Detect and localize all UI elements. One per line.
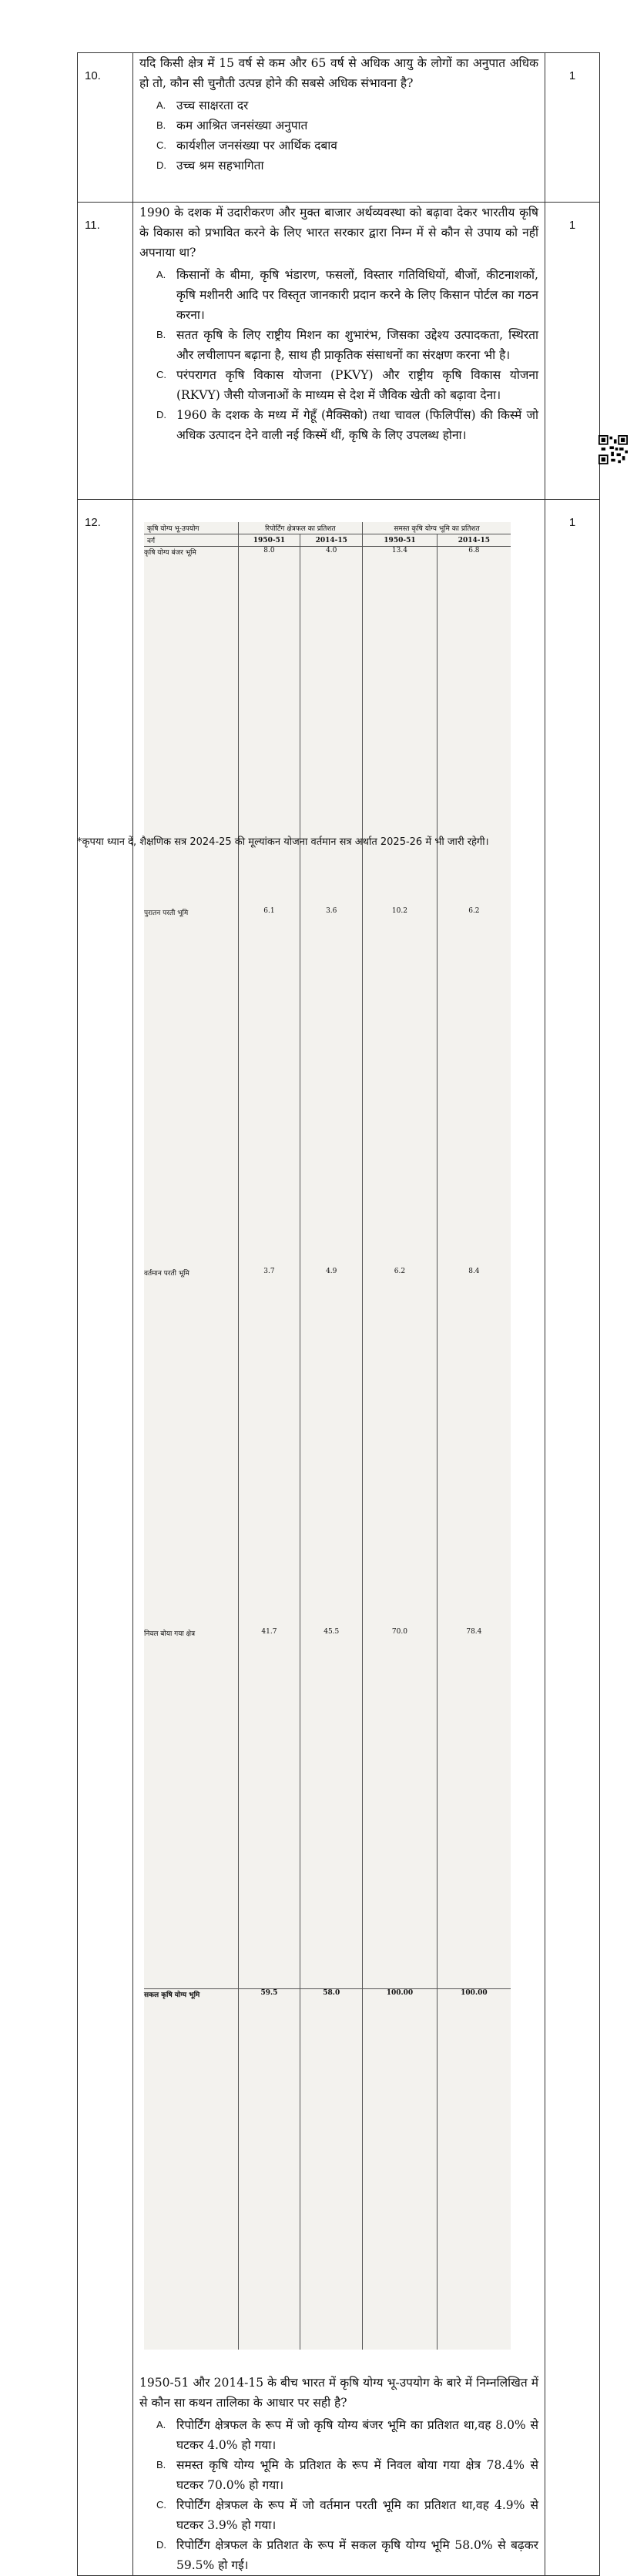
cell: 8.0: [238, 547, 300, 908]
cell: 78.4: [437, 1628, 511, 1989]
land-table-group2: समस्त कृषि योग्य भूमि का प्रतिशत: [363, 522, 511, 534]
year: 2014-15: [300, 534, 363, 547]
option: [139, 2455, 538, 2495]
cell: 100.00: [363, 1989, 438, 2350]
question-row: [78, 53, 600, 203]
option-label: A.: [156, 99, 166, 111]
question-text: 1950-51 और 2014-15 के बीच भारत में कृषि योग्य भू-उपयोग के बारे में निम्नलिखित में से कौन सा कथन तालिका के आधार पर सही है?: [139, 2376, 538, 2410]
land-table-year-label: वर्ग: [144, 534, 238, 547]
option: [139, 136, 538, 156]
cell: 3.6: [300, 907, 363, 1268]
option-label: B.: [156, 329, 166, 340]
question-body: [133, 53, 545, 203]
option: [139, 156, 538, 176]
land-table-row: [144, 907, 511, 1268]
row-label: पुरातन परती भूमि: [144, 909, 189, 917]
land-table-header: [144, 522, 511, 534]
year: 1950-51: [363, 534, 438, 547]
options-list: [139, 95, 538, 176]
land-table-years: [144, 534, 511, 547]
cell: 100.00: [437, 1989, 511, 2350]
row-label: कृषि योग्य बंजर भूमि: [144, 549, 196, 557]
option-text: किसानों के बीमा, कृषि भंडारण, फसलों, विस्तार गतिविधियों, बीजों, कीटनाशकों, कृषि मशीनरी आदि पर विस्तृत जानकारी प्रदान करने के लिए किसान पोर्टल का गठन करना।: [176, 268, 538, 322]
option-label: C.: [156, 139, 166, 151]
cell: 58.0: [300, 1989, 363, 2350]
option-text: कार्यशील जनसंख्या पर आर्थिक दबाव: [176, 139, 337, 152]
cell: 6.2: [437, 907, 511, 1268]
option-label: B.: [156, 2459, 166, 2470]
option-text: 1960 के दशक के मध्य में गेहूँ (मैक्सिको) तथा चावल (फिलिपींस) की किस्में जो अधिक उत्पादन देने वाली नई किस्में थीं, कृषि के लिए उपलब्ध होना।: [176, 408, 538, 442]
cell: 70.0: [363, 1628, 438, 1989]
option: [139, 365, 538, 405]
option-text: उच्च साक्षरता दर: [176, 99, 249, 112]
question-text: यदि किसी क्षेत्र में 15 वर्ष से कम और 65 वर्ष से अधिक आयु के लोगों का अनुपात अधिक हो तो, कौन सी चुनौती उत्पन्न होने की सबसे अधिक संभावना है?: [139, 56, 538, 90]
row-label: निवल बोया गया क्षेत्र: [144, 1630, 196, 1638]
option: [139, 265, 538, 325]
cell: 41.7: [238, 1628, 300, 1989]
year: 2014-15: [437, 534, 511, 547]
options-list: [139, 2415, 538, 2575]
option-label: C.: [156, 2499, 166, 2511]
question-number: 12.: [78, 500, 133, 2576]
option-label: D.: [156, 2539, 166, 2551]
question-row: [78, 203, 600, 500]
options-list: [139, 265, 538, 445]
option-text: सतत कृषि के लिए राष्ट्रीय मिशन का शुभारंभ, जिसका उद्देश्य उत्पादकता, स्थिरता और लचीलापन बढ़ाना है, साथ ही प्राकृतिक संसाधनों का संरक्षण करना भी है।: [176, 328, 538, 362]
option-label: A.: [156, 269, 166, 280]
land-table-row: [144, 1628, 511, 1989]
questions-table: [77, 52, 600, 2576]
option-label: A.: [156, 2419, 166, 2430]
question-marks: 1: [545, 203, 600, 500]
option-text: कम आश्रित जनसंख्या अनुपात: [176, 119, 308, 132]
option-text: रिपोर्टिंग क्षेत्रफल के रूप में जो वर्तमान परती भूमि का प्रतिशत था,वह 4.9% से घटकर 3.9% हो गया।: [176, 2498, 538, 2532]
question-marks: 1: [545, 500, 600, 2576]
cell: 4.0: [300, 547, 363, 908]
question-row: [78, 500, 600, 2576]
option-text: समस्त कृषि योग्य भूमि के प्रतिशत के रूप में निवल बोया गया क्षेत्र 78.4% से घटकर 70.0% हो गया।: [176, 2458, 538, 2492]
cell: 8.4: [437, 1268, 511, 1628]
cell: 3.7: [238, 1268, 300, 1628]
option: [139, 2535, 538, 2575]
cell: 6.1: [238, 907, 300, 1268]
footer-note: *कृपया ध्यान दें, शैक्षणिक सत्र 2024-25 की मूल्यांकन योजना वर्तमान सत्र अर्थात 2025-26 में भी जारी रहेगी।: [77, 836, 489, 848]
option: [139, 2495, 538, 2535]
row-label: सकल कृषि योग्य भूमि: [144, 1989, 238, 2350]
question-text: 1990 के दशक में उदारीकरण और मुक्त बाजार अर्थव्यवस्था को बढ़ावा देकर भारतीय कृषि के विकास को प्रभावित करने के लिए भारत सरकार द्वारा निम्न में से कौन से उपाय को नहीं अपनाया था?: [139, 206, 538, 260]
cell: 4.9: [300, 1268, 363, 1628]
option: [139, 116, 538, 136]
option-text: रिपोर्टिंग क्षेत्रफल के प्रतिशत के रूप में सकल कृषि योग्य भूमि 58.0% से बढ़कर 59.5% हो गई।: [176, 2538, 538, 2572]
question-number: 10.: [78, 53, 133, 203]
cell: 6.8: [437, 547, 511, 908]
cell: 6.2: [363, 1268, 438, 1628]
option-label: B.: [156, 119, 166, 131]
question-body: [133, 203, 545, 500]
row-label: वर्तमान परती भूमि: [144, 1270, 189, 1278]
land-table-row: [144, 1268, 511, 1628]
cell: 59.5: [238, 1989, 300, 2350]
land-table-total-row: [144, 1989, 511, 2350]
option-text: उच्च श्रम सहभागिता: [176, 159, 264, 173]
option-text: परंपरागत कृषि विकास योजना (PKVY) और राष्ट्रीय कृषि विकास योजना (RKVY) जैसी योजनाओं के माध्यम से देश में जैविक खेती को बढ़ावा देना।: [176, 368, 538, 402]
option: [139, 405, 538, 445]
option: [139, 325, 538, 365]
cell: 45.5: [300, 1628, 363, 1989]
land-use-table: [144, 522, 511, 2350]
option-label: D.: [156, 159, 166, 171]
option-label: D.: [156, 409, 166, 420]
cell: 13.4: [363, 547, 438, 908]
qr-code-icon: [598, 435, 628, 464]
option-text: रिपोर्टिंग क्षेत्रफल के रूप में जो कृषि योग्य बंजर भूमि का प्रतिशत था,वह 8.0% से घटकर 4.0% हो गया।: [176, 2418, 538, 2452]
question-number: 11.: [78, 203, 133, 500]
question-body: [133, 500, 545, 2576]
land-table-col-header: कृषि योग्य भू-उपयोग: [144, 522, 238, 534]
cell: 10.2: [363, 907, 438, 1268]
option: [139, 95, 538, 116]
year: 1950-51: [238, 534, 300, 547]
land-table-group1: रिपोर्टिंग क्षेत्रफल का प्रतिशत: [238, 522, 363, 534]
land-table-row: [144, 547, 511, 908]
option-label: C.: [156, 369, 166, 380]
option: [139, 2415, 538, 2455]
question-marks: 1: [545, 53, 600, 203]
